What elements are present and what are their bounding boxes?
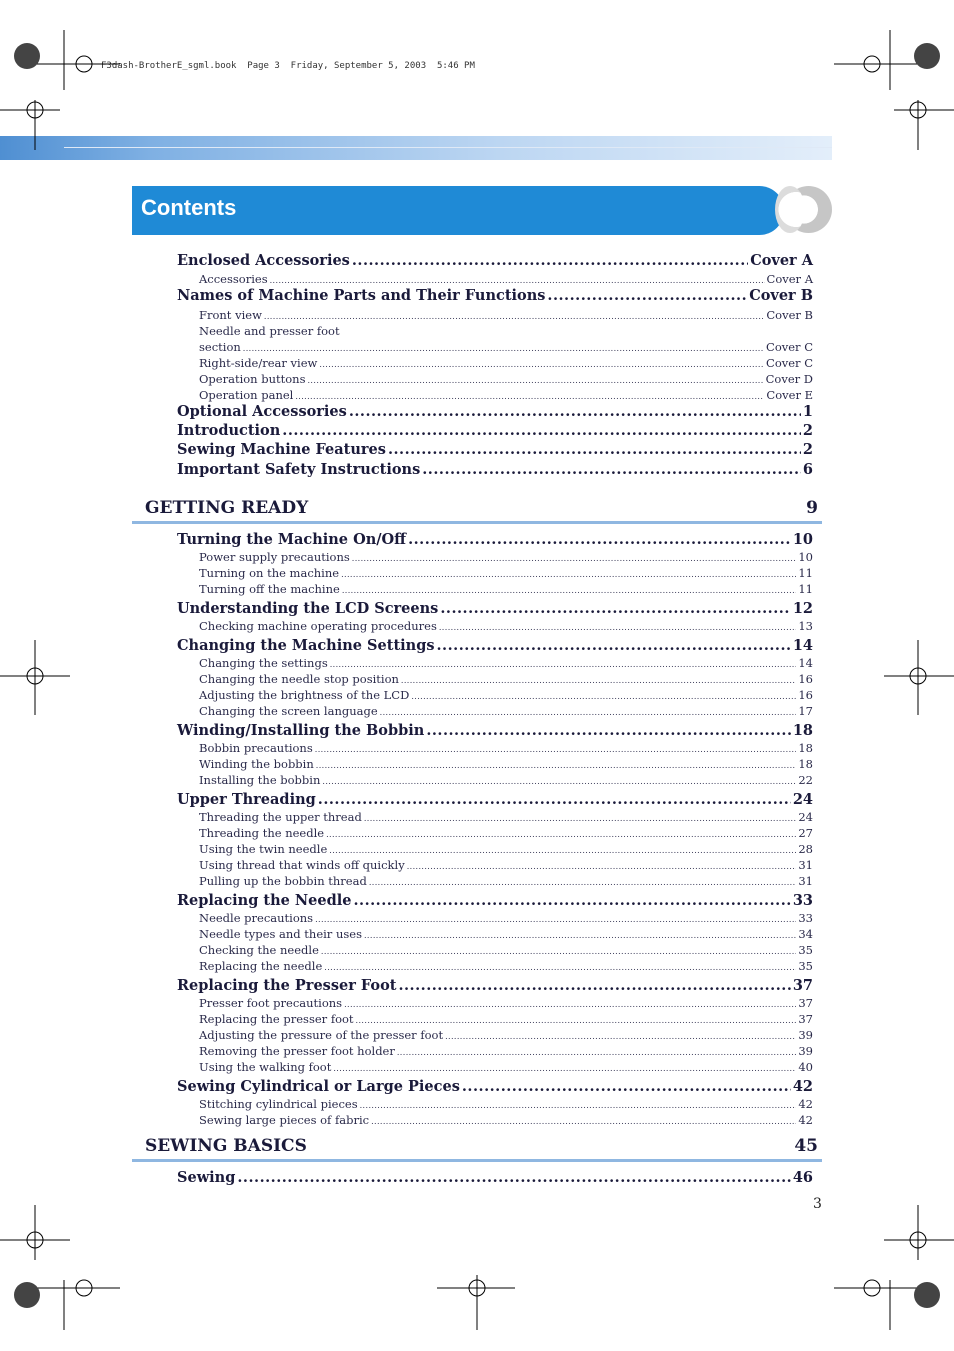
- toc-entry-title: Using the twin needle: [199, 842, 328, 856]
- toc-entry-title: Needle types and their uses: [199, 927, 362, 941]
- toc-entry-page: 35: [798, 959, 813, 973]
- toc-entry-page: 13: [798, 619, 813, 633]
- registration-mark-icon: [0, 30, 954, 1330]
- toc-entry-page: Cover A: [766, 272, 813, 286]
- toc-entry-title: Adjusting the brightness of the LCD: [199, 688, 410, 702]
- toc-entry-title: Checking the needle: [199, 943, 319, 957]
- toc-entry-title: Winding the bobbin: [199, 757, 314, 771]
- toc-entry-title: Removing the presser foot holder: [199, 1044, 395, 1058]
- toc-entry-page: 33: [792, 892, 813, 909]
- toc-entry-title: Using thread that winds off quickly: [199, 858, 405, 872]
- toc-entry-title: section: [199, 340, 241, 354]
- toc-entry-page: 42: [798, 1113, 813, 1127]
- toc-entry-title: Using the walking foot: [199, 1060, 332, 1074]
- toc-entry-page: 18: [798, 741, 813, 755]
- toc-entry-page: Cover D: [765, 372, 813, 386]
- toc-entry-title: Checking machine operating procedures: [199, 619, 437, 633]
- toc-entry-title: Changing the Machine Settings: [177, 637, 435, 654]
- toc-entry-title: Names of Machine Parts and Their Functions: [177, 287, 546, 304]
- toc-entry-title: Pulling up the bobbin thread: [199, 874, 367, 888]
- toc-entry-page: 1: [802, 403, 813, 420]
- toc-entry-title: Changing the settings: [199, 656, 328, 670]
- toc-entry-page: 34: [798, 927, 813, 941]
- toc-entry-page: 11: [798, 582, 813, 596]
- toc-entry-title: Front view: [199, 308, 262, 322]
- toc-entry-page: 31: [798, 874, 813, 888]
- toc-entry-title: Threading the upper thread: [199, 810, 362, 824]
- toc-entry-page: 14: [798, 656, 813, 670]
- toc-entry-page: Cover B: [766, 308, 813, 322]
- toc-entry-page: 24: [792, 791, 813, 808]
- toc-entry-page: 40: [798, 1060, 813, 1074]
- toc-entry-title: Upper Threading: [177, 791, 316, 808]
- toc-entry-page: 24: [798, 810, 813, 824]
- toc-entry-title: Right-side/rear view: [199, 356, 318, 370]
- page-number: 3: [813, 1196, 822, 1212]
- toc-entry-page: 18: [798, 757, 813, 771]
- print-header-line: F3dash-BrotherE_sgml.book Page 3 Friday, September 5, 2003 5:46 PM: [101, 61, 475, 71]
- toc-entry-page: 37: [798, 1012, 813, 1026]
- toc-entry-title: Adjusting the pressure of the presser foot: [199, 1028, 444, 1042]
- toc-entry-title: Turning on the machine: [199, 566, 340, 580]
- toc-entry-title: Replacing the Needle: [177, 892, 352, 909]
- toc-entry-page: 31: [798, 858, 813, 872]
- toc-entry-page: 39: [798, 1028, 813, 1042]
- toc-entry-page: 18: [792, 722, 813, 739]
- toc-entry-page: 14: [792, 637, 813, 654]
- toc-entry-page: 2: [802, 422, 813, 439]
- toc-entry-title: Threading the needle: [199, 826, 325, 840]
- toc-entry-page: 6: [802, 461, 813, 478]
- toc-entry-page: Cover E: [766, 388, 813, 402]
- toc-entry-title: Sewing: [177, 1169, 236, 1186]
- toc-entry-title: Optional Accessories: [177, 403, 347, 420]
- toc-entry-title: Introduction: [177, 422, 281, 439]
- toc-entry-page: 2: [802, 441, 813, 458]
- toc-entry-page: Cover C: [766, 356, 813, 370]
- toc-entry-page: 16: [798, 688, 813, 702]
- toc-entry-page: 16: [798, 672, 813, 686]
- section-heading[interactable]: GETTING READY: [145, 498, 309, 518]
- toc-entry-title: Turning off the machine: [199, 582, 340, 596]
- toc-entry-title: Replacing the needle: [199, 959, 323, 973]
- toc-entry-title: Accessories: [199, 272, 268, 286]
- toc-entry-page: 22: [798, 773, 813, 787]
- toc-entry-title: Power supply precautions: [199, 550, 350, 564]
- toc-entry-page: 39: [798, 1044, 813, 1058]
- toc-entry-title: Sewing Machine Features: [177, 441, 386, 458]
- toc-entry-page: 10: [792, 531, 813, 548]
- toc-entry-title: Turning the Machine On/Off: [177, 531, 407, 548]
- toc-entry-page: Cover C: [766, 340, 813, 354]
- toc-entry-page: 12: [792, 600, 813, 617]
- toc-entry-page: 42: [798, 1097, 813, 1111]
- toc-entry-page: 37: [792, 977, 813, 994]
- toc-entry-title: Replacing the presser foot: [199, 1012, 354, 1026]
- toc-entry-page: Cover B: [749, 287, 813, 304]
- toc-entry-title: Bobbin precautions: [199, 741, 313, 755]
- toc-entry-page: 46: [792, 1169, 813, 1186]
- section-heading[interactable]: SEWING BASICS: [145, 1136, 307, 1156]
- toc-entry-page: 42: [792, 1078, 813, 1095]
- toc-sub-entry-text: Needle and presser foot: [199, 324, 340, 338]
- toc-entry-page: Cover A: [750, 252, 813, 269]
- toc-entry-page: 37: [798, 996, 813, 1010]
- toc-entry-page: 11: [798, 566, 813, 580]
- toc-entry-title: Presser foot precautions: [199, 996, 343, 1010]
- toc-entry-title: Operation buttons: [199, 372, 306, 386]
- toc-entry-title: Changing the screen language: [199, 704, 378, 718]
- toc-entry-title: Operation panel: [199, 388, 294, 402]
- toc-entry-title: Installing the bobbin: [199, 773, 321, 787]
- toc-entry-title: Important Safety Instructions: [177, 461, 421, 478]
- toc-entry-page: 33: [798, 911, 813, 925]
- section-page-number: 45: [794, 1136, 818, 1156]
- toc-entry-title: Replacing the Presser Foot: [177, 977, 397, 994]
- toc-entry-page: 35: [798, 943, 813, 957]
- toc-entry-page: 10: [798, 550, 813, 564]
- toc-entry-title: Understanding the LCD Screens: [177, 600, 439, 617]
- toc-entry-title: Winding/Installing the Bobbin: [177, 722, 425, 739]
- toc-entry-title: Needle precautions: [199, 911, 314, 925]
- toc-entry-page: 17: [798, 704, 813, 718]
- section-page-number: 9: [806, 498, 818, 518]
- page-title: Contents: [141, 195, 237, 220]
- toc-entry-title: Sewing Cylindrical or Large Pieces: [177, 1078, 460, 1095]
- toc-entry-page: 27: [798, 826, 813, 840]
- toc-entry-title: Sewing large pieces of fabric: [199, 1113, 370, 1127]
- toc-entry-page: 28: [798, 842, 813, 856]
- toc-entry-title: Changing the needle stop position: [199, 672, 399, 686]
- toc-entry-title: Enclosed Accessories: [177, 252, 350, 269]
- toc-entry-title: Stitching cylindrical pieces: [199, 1097, 358, 1111]
